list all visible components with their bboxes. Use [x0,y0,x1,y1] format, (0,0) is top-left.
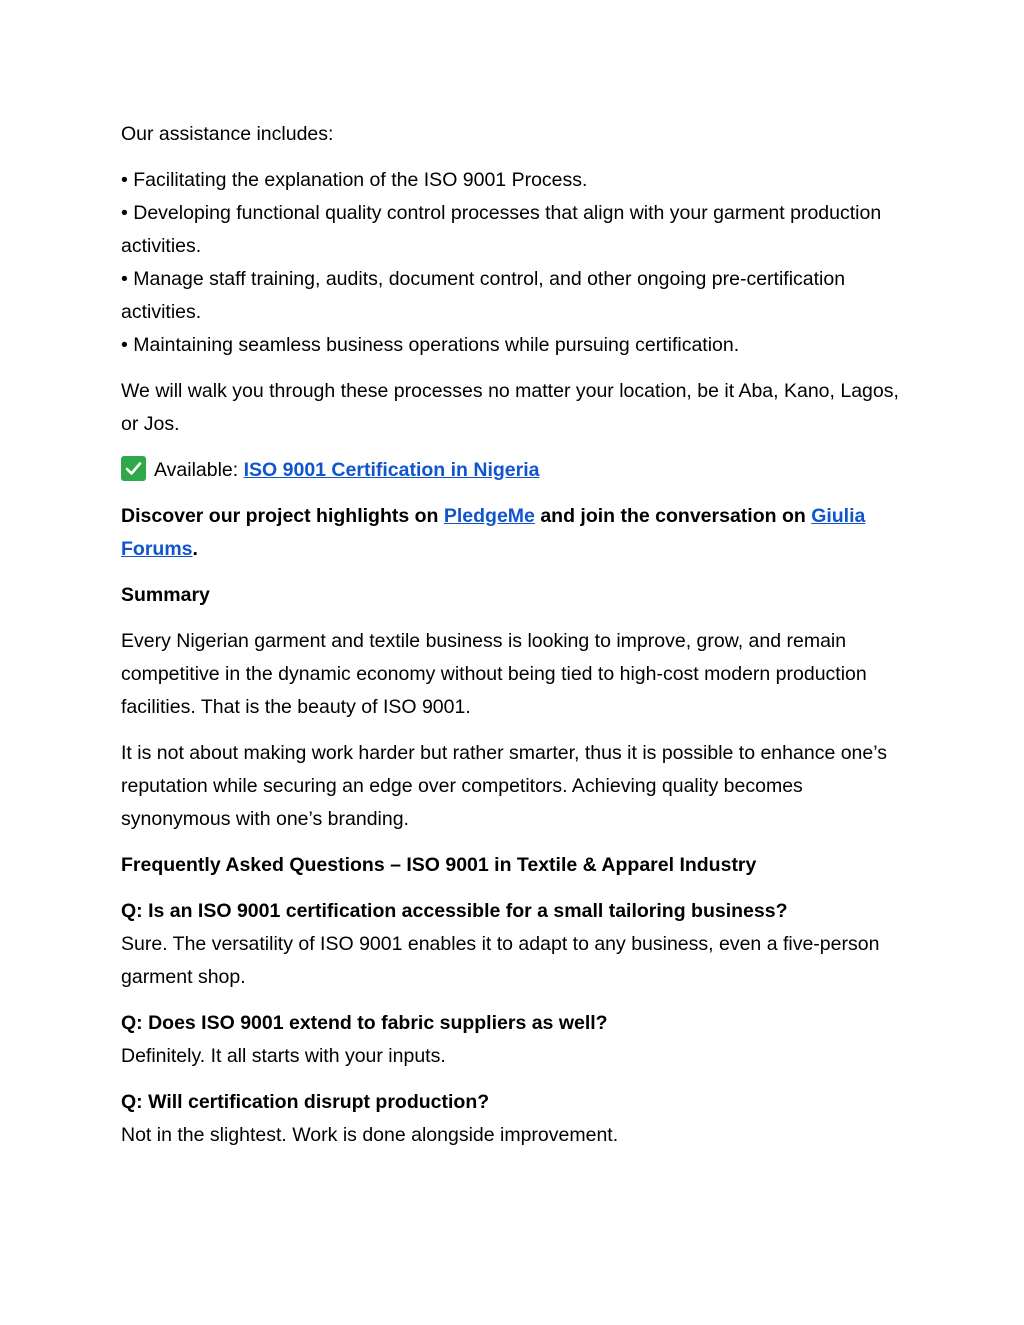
discover-text-before: Discover our project highlights on [121,505,444,527]
walk-through-text: We will walk you through these processes no matter your location, be it Aba, Kano, Lagos, or Jos. [121,380,899,435]
pledgeme-link[interactable]: PledgeMe [443,505,535,527]
summary-heading: Summary [121,584,210,606]
list-item: • Developing functional quality control processes that align with your garment production activities. [121,202,882,257]
giulia-forums-link[interactable]: Giulia Forums [121,505,866,560]
list-item: • Manage staff training, audits, document control, and other ongoing pre-certification activities. [121,268,846,323]
summary-paragraph: It is not about making work harder but rather smarter, thus it is possible to enhance one’s reputation while securing an edge over competitors. Achieving quality becomes synonymous with one’s branding. [121,742,887,830]
intro-text: Our assistance includes: [121,123,334,145]
faq-question: Q: Does ISO 9001 extend to fabric suppliers as well? [121,1012,608,1034]
assistance-list [121,164,911,362]
discover-text-middle: and join the conversation on [534,505,812,527]
faq-heading: Frequently Asked Questions – ISO 9001 in Textile & Apparel Industry [121,854,757,876]
faq-item [121,1007,911,1073]
list-item: • Facilitating the explanation of the ISO 9001 Process. [121,169,588,191]
document-page [121,118,911,1165]
faq-question: Q: Is an ISO 9001 certification accessible for a small tailoring business? [121,900,788,922]
faq-item [121,1086,911,1152]
available-label: Available: [154,459,244,481]
discover-text-end: . [192,538,198,560]
available-line [121,454,911,487]
faq-answer: Sure. The versatility of ISO 9001 enables it to adapt to any business, even a five-person garment shop. [121,933,880,988]
list-item: • Maintaining seamless business operations while pursuing certification. [121,334,740,356]
faq-answer: Not in the slightest. Work is done alongside improvement. [121,1124,619,1146]
faq-question: Q: Will certification disrupt production? [121,1091,490,1113]
summary-paragraph: Every Nigerian garment and textile business is looking to improve, grow, and remain competitive in the dynamic economy without being tied to high-cost modern production facilities. That is the beauty of ISO 9001. [121,630,867,718]
faq-answer: Definitely. It all starts with your inputs. [121,1045,446,1067]
check-mark-icon [121,456,146,481]
iso-certification-link[interactable]: ISO 9001 Certification in Nigeria [243,459,540,481]
faq-item [121,895,911,994]
discover-line [121,500,911,566]
